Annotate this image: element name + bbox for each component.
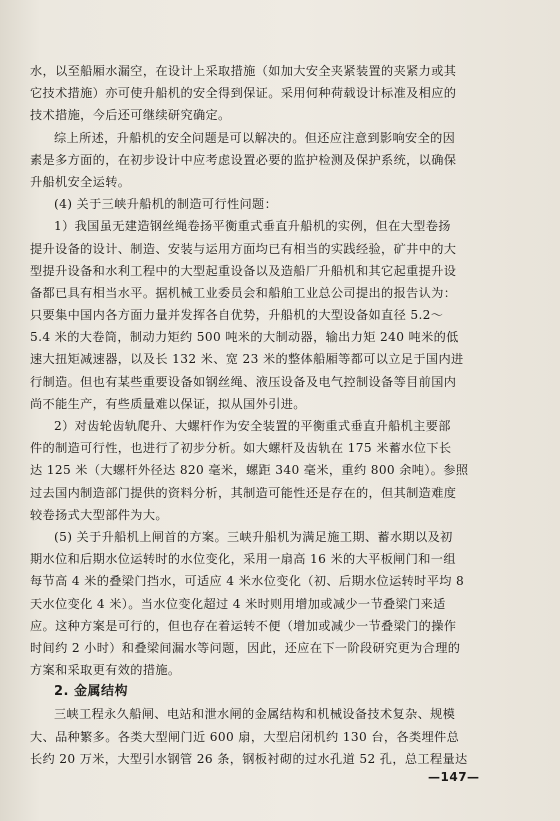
text-line: 5.4 米的大卷筒，制动力矩约 500 吨米的大制动器，输出力矩 240 吨米的低 [30,330,459,345]
text-line: 期水位和后期水位运转时的水位变化，采用一扇高 16 米的大平板闸门和一组 [30,552,456,567]
section-heading: 2. 金属结构 [54,684,129,700]
text-line: 达 125 米（大螺杆外径达 820 毫米，螺距 340 毫米，重约 800 余吨）。参照 [30,463,469,478]
text-line: 速大扭矩减速器，以及长 132 米、宽 23 米的整体船厢等都可以立足于国内进 [30,352,464,367]
text-line: 提升设备的设计、制造、安装与运用方面均已有相当的实践经验，矿井中的大 [30,241,457,256]
paragraph-start: 综上所述，升船机的安全问题是可以解决的。但还应注意到影响安全的因 [54,130,456,145]
text-line: 型提升设备和水利工程中的大型起重设备以及造船厂升船机和其它起重提升设 [30,263,457,278]
text-line: 时间约 2 小时）和叠梁间漏水等问题，因此，还应在下一阶段研究更为合理的 [30,640,461,655]
text-line: 尚不能生产，有些质量难以保证，拟从国外引进。 [30,396,306,411]
text-line: 方案和采取更有效的措施。 [30,663,181,678]
text-line: 长约 20 万米，大型引水钢管 26 条，钢板衬砌的过水孔道 52 孔，总工程量达 [30,751,468,766]
paragraph-start: 2）对齿轮齿轨爬升、大螺杆作为安全装置的平衡重式垂直升船机主要部 [54,419,451,433]
page-number: —147— [428,770,480,784]
text-line: 天水位变化 4 米）。当水位变化超过 4 米时则用增加或减少一节叠梁门来适 [30,596,446,611]
paragraph-start: 三峡工程永久船闸、电站和泄水闸的金属结构和机械设备技术复杂、规模 [54,707,456,722]
text-line: 它技术措施）亦可使升船机的安全得到保证。采用何种荷载设计标准及相应的 [30,86,457,101]
text-line: 素是多方面的，在初步设计中应考虑设置必要的监护检测及保护系统，以确保 [30,152,457,167]
text-line: 行制造。但也有某些重要设备如钢丝绳、液压设备及电气控制设备等目前国内 [30,374,457,389]
text-line: 技术措施，今后还可继续研究确定。 [30,108,231,123]
text-line: 大、品种繁多。各类大型闸门近 600 扇，大型启闭机约 130 台，各类埋件总 [30,729,460,744]
text-line: 升船机安全运转。 [30,174,131,189]
body-text [30,60,530,770]
text-line: 备都已具有相当水平。据机械工业委员会和船舶工业总公司提出的报告认为： [30,285,457,300]
text-line: 只要集中国内各方面力量并发挥各自优势，升船机的大型设备如直径 5.2～ [30,308,444,323]
text-line: 较卷扬式大型部件为大。 [30,507,168,522]
paragraph-start: 1）我国虽无建造钢丝绳卷扬平衡重式垂直升船机的实例，但在大型卷扬 [54,219,451,234]
text-line: 应。这种方案是可行的，但也存在着运转不便（增加或减少一节叠梁门的操作 [30,618,457,633]
section-item-5: (5) 关于升船机上闸首的方案。三峡升船机为满足施工期、蓄水期以及初 [54,529,453,544]
text-line: 件的制造可行性，也进行了初步分析。如大螺杆及齿轨在 175 米蓄水位下长 [30,441,452,456]
text-line: 每节高 4 米的叠梁门挡水，可适应 4 米水位变化（初、后期水位运转时平均 8 [30,574,465,589]
text-line: 水，以至船厢水漏空，在设计上采取措施（如加大安全夹紧装置的夹紧力或其 [30,64,457,78]
text-line: 过去国内制造部门提供的资料分析，其制造可能性还是存在的，但其制造难度 [30,485,457,500]
section-item-4: (4) 关于三峡升船机的制造可行性问题： [54,197,278,212]
